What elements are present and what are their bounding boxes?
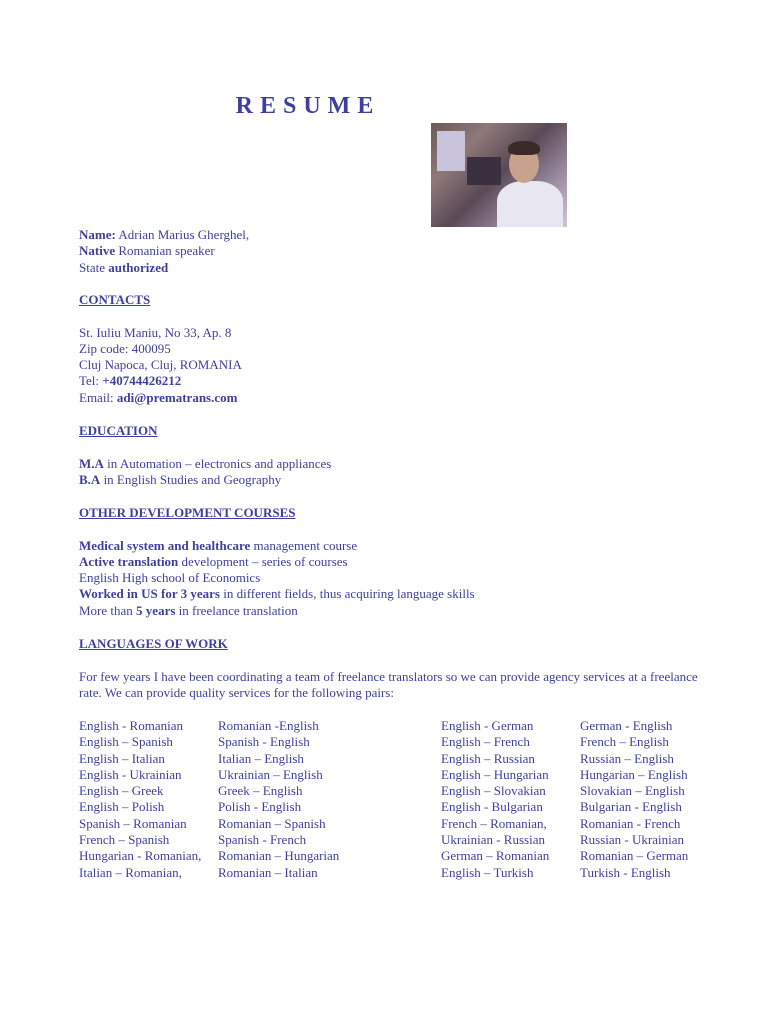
language-pair: Romanian – Hungarian: [218, 848, 340, 864]
language-pairs-col2: [218, 718, 339, 881]
city-line: Cluj Napoca, Cluj, ROMANIA: [79, 357, 242, 373]
language-pair: Italian – English: [218, 750, 304, 766]
language-pair: Italian – Romanian,: [79, 864, 182, 880]
language-pair: French – English: [580, 734, 669, 750]
languages-section: [79, 636, 228, 652]
language-pair: Romanian -English: [218, 718, 319, 733]
language-pair: Ukrainian - Russian: [441, 832, 545, 848]
page-title: RESUME: [235, 93, 381, 119]
tel-line: Tel: +40744426212: [79, 373, 182, 389]
language-pair: Bulgarian - English: [580, 799, 682, 815]
language-pair: English – Spanish: [79, 734, 173, 750]
course-item: Active translation development – series of courses: [79, 553, 348, 569]
language-pairs-col1: [79, 718, 201, 881]
language-pairs-col3: [441, 718, 549, 881]
courses-heading: OTHER DEVELOPMENT COURSES: [79, 505, 296, 520]
language-pair: Spanish - English: [218, 734, 310, 750]
language-pair: English – Slovakian: [441, 783, 546, 799]
language-pair: English – Turkish: [441, 864, 534, 880]
language-pair: Spanish – Romanian: [79, 815, 187, 831]
language-pair: Turkish - English: [580, 864, 671, 880]
education-item: B.A in English Studies and Geography: [79, 471, 282, 487]
language-pair: French – Spanish: [79, 832, 170, 848]
language-pair: Greek – English: [218, 783, 303, 799]
course-item: Worked in US for 3 years in different fields, thus acquiring language skills: [79, 586, 475, 602]
course-item: English High school of Economics: [79, 570, 261, 586]
native-line: Native Romanian speaker: [79, 243, 215, 259]
courses-section: [79, 505, 475, 619]
language-pair: Romanian - French: [580, 815, 681, 831]
language-pair: Polish - English: [218, 799, 302, 815]
education-section: [79, 423, 331, 488]
education-heading: EDUCATION: [79, 423, 158, 438]
language-pair: English – Italian: [79, 750, 165, 766]
languages-intro: For few years I have been coordinating a team of freelance translators so we can provide agency services at a freelance rate. We can provide quality services for the following pairs:: [79, 669, 698, 701]
language-pair: Russian - Ukrainian: [580, 832, 684, 848]
language-pair: Romanian – German: [580, 848, 689, 864]
course-item: More than 5 years in freelance translation: [79, 602, 298, 618]
language-pair: Russian – English: [580, 750, 674, 766]
language-pairs-col4: [580, 718, 688, 881]
language-pair: Romanian – Spanish: [218, 815, 326, 831]
language-pair: Romanian – Italian: [218, 864, 318, 880]
language-pair: English - Romanian: [79, 718, 183, 733]
personal-info: [79, 227, 249, 276]
street-line: St. Iuliu Maniu, No 33, Ap. 8: [79, 324, 232, 340]
language-pair: German – Romanian: [441, 848, 550, 864]
language-pair: French – Romanian,: [441, 815, 547, 831]
language-pair: English – Greek: [79, 783, 164, 799]
language-pair: Hungarian - Romanian,: [79, 848, 202, 864]
language-pair: English - Bulgarian: [441, 799, 543, 815]
language-pair: Hungarian – English: [580, 766, 688, 782]
language-pair: English – Russian: [441, 750, 535, 766]
language-pair: Ukrainian – English: [218, 766, 323, 782]
language-pair: English – Hungarian: [441, 766, 549, 782]
languages-heading: LANGUAGES OF WORK: [79, 636, 228, 651]
contacts-heading: CONTACTS: [79, 292, 151, 307]
name-line: Name: Adrian Marius Gherghel,: [79, 227, 250, 242]
language-pair: English – French: [441, 734, 530, 750]
language-pair: English - Ukrainian: [79, 766, 182, 782]
zip-line: Zip code: 400095: [79, 340, 171, 356]
language-pair: Spanish - French: [218, 832, 307, 848]
state-line: State authorized: [79, 259, 169, 275]
language-pair: Slovakian – English: [580, 783, 685, 799]
education-item: M.A in Automation – electronics and appliances: [79, 455, 332, 471]
email-line: Email: adi@prematrans.com: [79, 389, 238, 405]
course-item: Medical system and healthcare management course: [79, 537, 358, 553]
language-pair: English - German: [441, 718, 534, 733]
contacts-section: [79, 292, 242, 406]
language-pair: German - English: [580, 718, 673, 733]
profile-photo: [431, 123, 567, 227]
language-pair: English – Polish: [79, 799, 165, 815]
